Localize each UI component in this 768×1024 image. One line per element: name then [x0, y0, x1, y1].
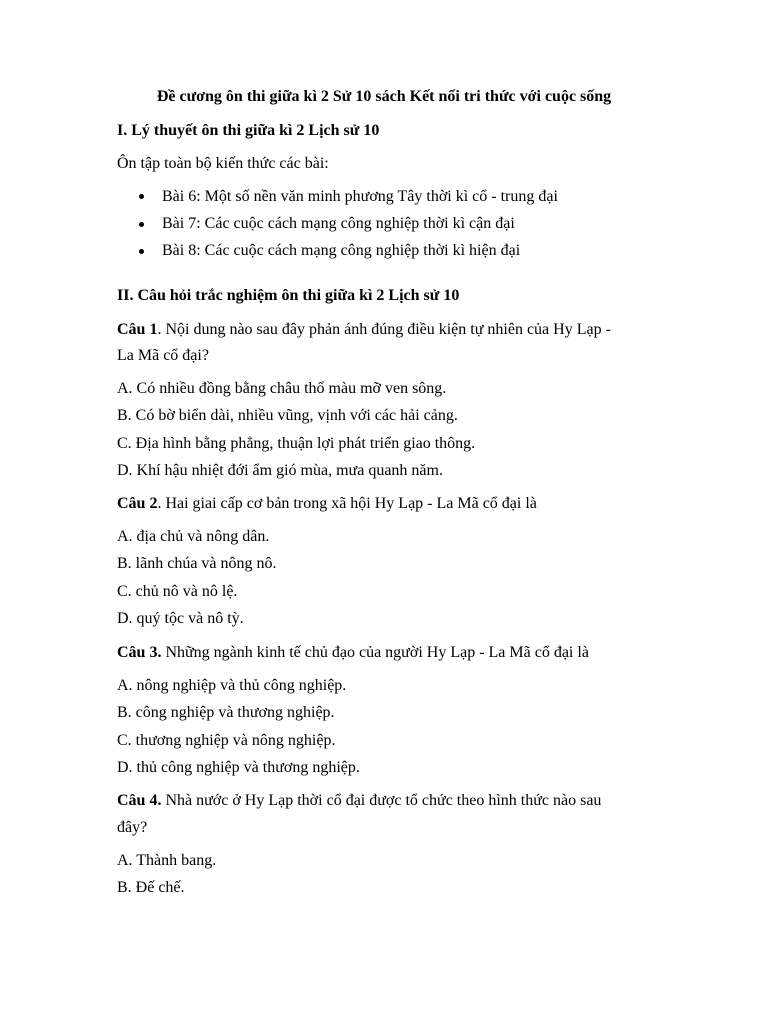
question-label: Câu 2 [117, 495, 158, 512]
list-item-text: Bài 7: Các cuộc cách mạng công nghiệp thời kì cận đại [162, 215, 515, 232]
bullet-icon [139, 222, 144, 227]
section-heading-quiz: II. Câu hỏi trắc nghiệm ôn thi giữa kì 2 Lịch sử 10 [117, 287, 460, 304]
answer-option: B. công nghiệp và thương nghiệp. [117, 704, 335, 721]
question-label: Câu 3. [117, 644, 162, 661]
answer-option: A. Có nhiều đồng bằng châu thổ màu mỡ ven sông. [117, 380, 447, 397]
answer-option: C. Địa hình bằng phẳng, thuận lợi phát triển giao thông. [117, 435, 476, 452]
question-text: Nhà nước ở Hy Lạp thời cổ đại được tổ chức theo hình thức nào sau [161, 792, 602, 809]
answer-option: C. thương nghiệp và nông nghiệp. [117, 732, 336, 749]
question-text-continued: La Mã cổ đại? [117, 347, 209, 364]
question-line [117, 494, 537, 514]
answer-option: B. lãnh chúa và nông nô. [117, 555, 277, 572]
answer-option: D. Khí hậu nhiệt đới ẩm gió mùa, mưa quanh năm. [117, 462, 443, 479]
answer-option: A. địa chủ và nông dân. [117, 528, 270, 545]
question-text: Những ngành kinh tế chủ đạo của người Hy Lạp - La Mã cổ đại là [161, 644, 589, 661]
list-item-text: Bài 6: Một số nền văn minh phương Tây thời kì cổ - trung đại [162, 188, 558, 205]
answer-option: D. thủ công nghiệp và thương nghiệp. [117, 759, 360, 776]
answer-option: B. Đế chế. [117, 879, 185, 896]
question-text: . Nội dung nào sau đây phản ánh đúng điều kiện tự nhiên của Hy Lạp - [157, 321, 611, 338]
question-label: Câu 1 [117, 321, 158, 338]
answer-option: D. quý tộc và nô tỳ. [117, 610, 244, 627]
section-heading-theory: I. Lý thuyết ôn thi giữa kì 2 Lịch sử 10 [117, 122, 380, 139]
bullet-icon [139, 194, 144, 199]
question-line [117, 791, 601, 811]
question-text: . Hai giai cấp cơ bản trong xã hội Hy Lạp - La Mã cổ đại là [157, 495, 537, 512]
question-line [117, 320, 611, 340]
answer-option: B. Có bờ biển dài, nhiều vũng, vịnh với các hải cảng. [117, 407, 458, 424]
bullet-icon [139, 249, 144, 254]
question-label: Câu 4. [117, 792, 162, 809]
answer-option: C. chủ nô và nô lệ. [117, 583, 238, 600]
list-item-text: Bài 8: Các cuộc cách mạng công nghiệp thời kì hiện đại [162, 242, 521, 259]
document-title: Đề cương ôn thi giữa kì 2 Sử 10 sách Kết nối tri thức với cuộc sống [156, 88, 612, 105]
question-text-continued: đây? [117, 819, 148, 836]
answer-option: A. Thành bang. [117, 852, 217, 869]
answer-option: A. nông nghiệp và thủ công nghiệp. [117, 677, 347, 694]
question-line [117, 643, 589, 663]
section-intro: Ôn tập toàn bộ kiến thức các bài: [117, 155, 329, 172]
